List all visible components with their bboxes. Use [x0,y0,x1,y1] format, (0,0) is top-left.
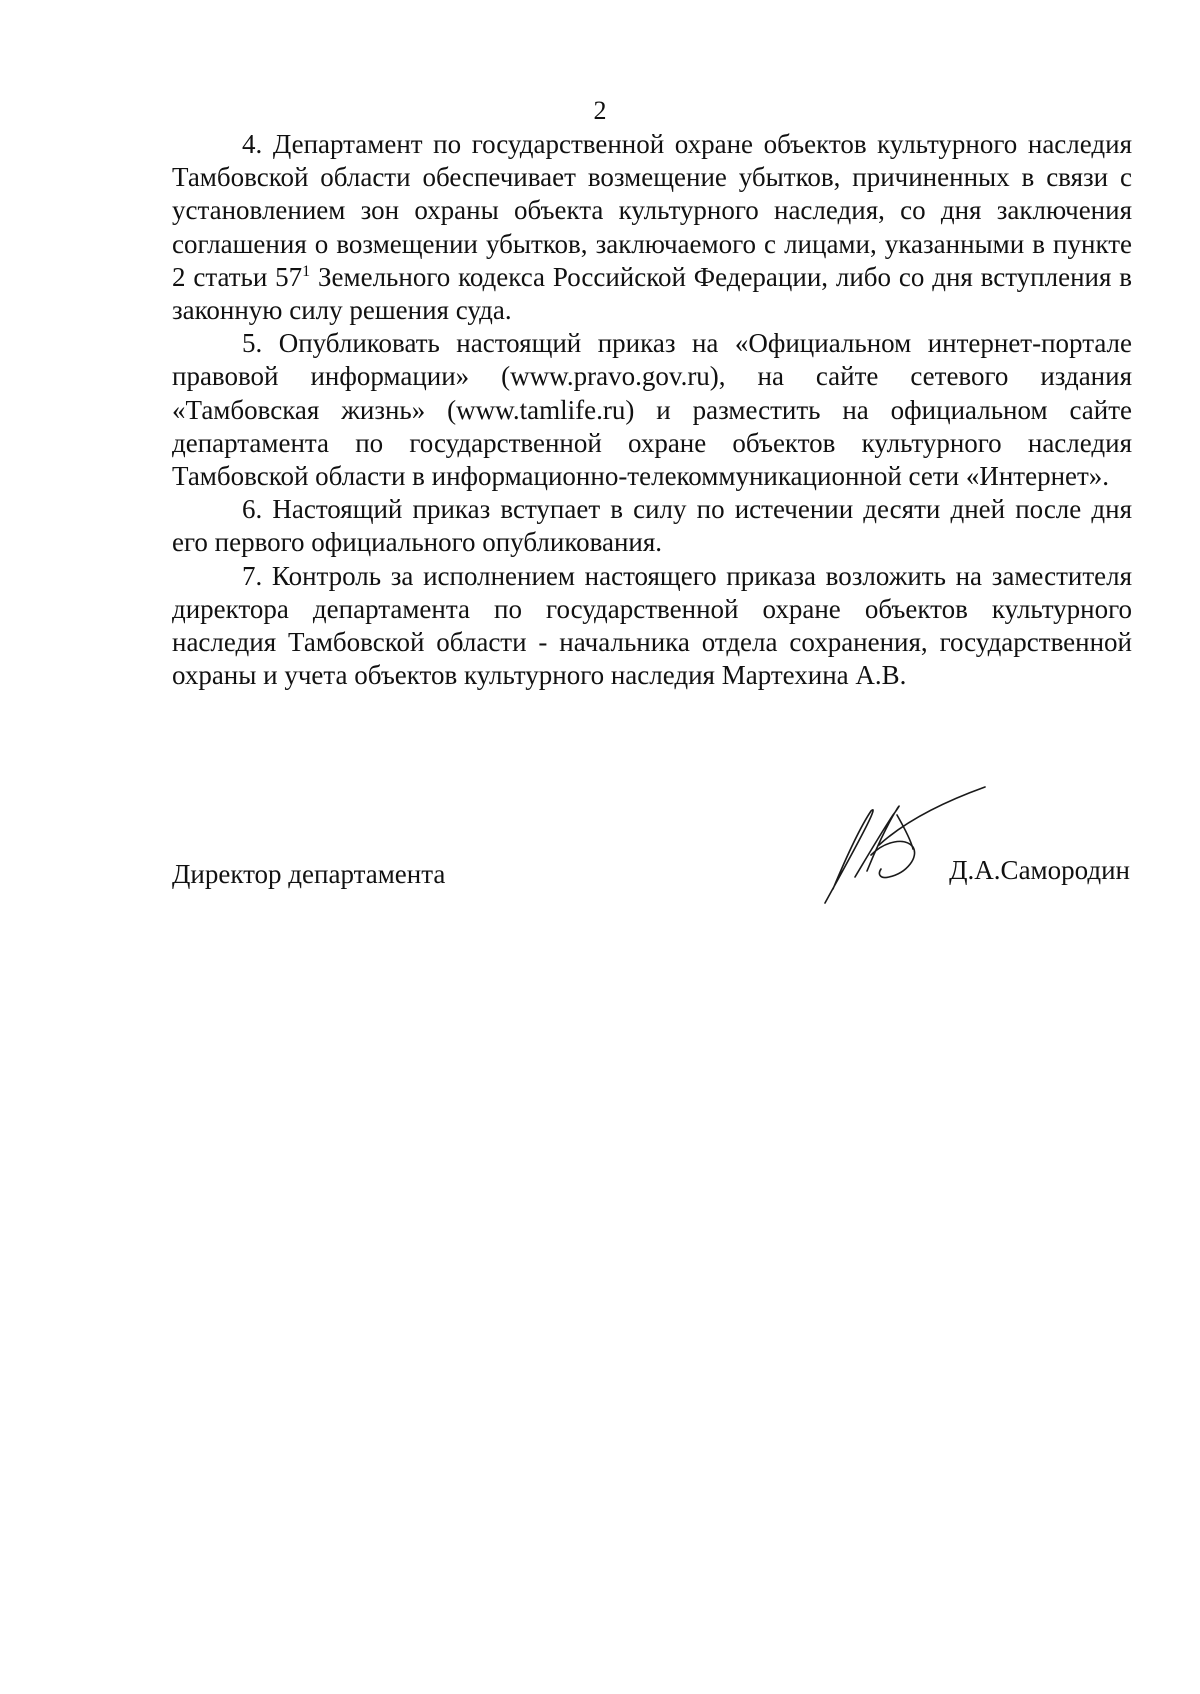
paragraph-4-text: 4. Департамент по государственной охране объектов культурного наследия Тамбовской области обеспечивает возмещение убытков, причиненных в связи с установлением зон охраны объекта культурного наследия, со дня заключения соглашения о возмещении убытков, заключаемого с лицами, указанными в пункте 2 статьи 57 [172,129,1132,292]
signatory-name: Д.А.Самородин [949,855,1130,885]
handwritten-signature [815,785,995,915]
paragraph-4-text-continued: Земельного кодекса Российской Федерации, либо со дня вступления в законную силу решения суда. [172,261,1132,326]
article-superscript: 1 [302,262,311,280]
document-body [172,128,1132,692]
paragraph-5: 5. Опубликовать настоящий приказ на «Официальном интернет-портале правовой информации» (www.pravo.gov.ru), на сайте сетевого издания «Тамбовская жизнь» (www.tamlife.ru) и разместить на официальном сайте департамента по государственной охране объектов культурного наследия Тамбовской области в информационно-телекоммуникационной сети «Интернет». [172,328,1132,492]
paragraph-7: 7. Контроль за исполнением настоящего приказа возложить на заместителя директора департамента по государственной охране объектов культурного наследия Тамбовской области - начальника отдела сохранения, государственной охраны и учета объектов культурного наследия Мартехина А.В. [172,560,1132,691]
page-number: 2 [593,96,607,125]
paragraph-6: 6. Настоящий приказ вступает в силу по истечении десяти дней после дня его первого официального опубликования. [172,494,1132,558]
paragraph-4 [172,128,1132,327]
signatory-position: Директор департамента [172,859,446,889]
